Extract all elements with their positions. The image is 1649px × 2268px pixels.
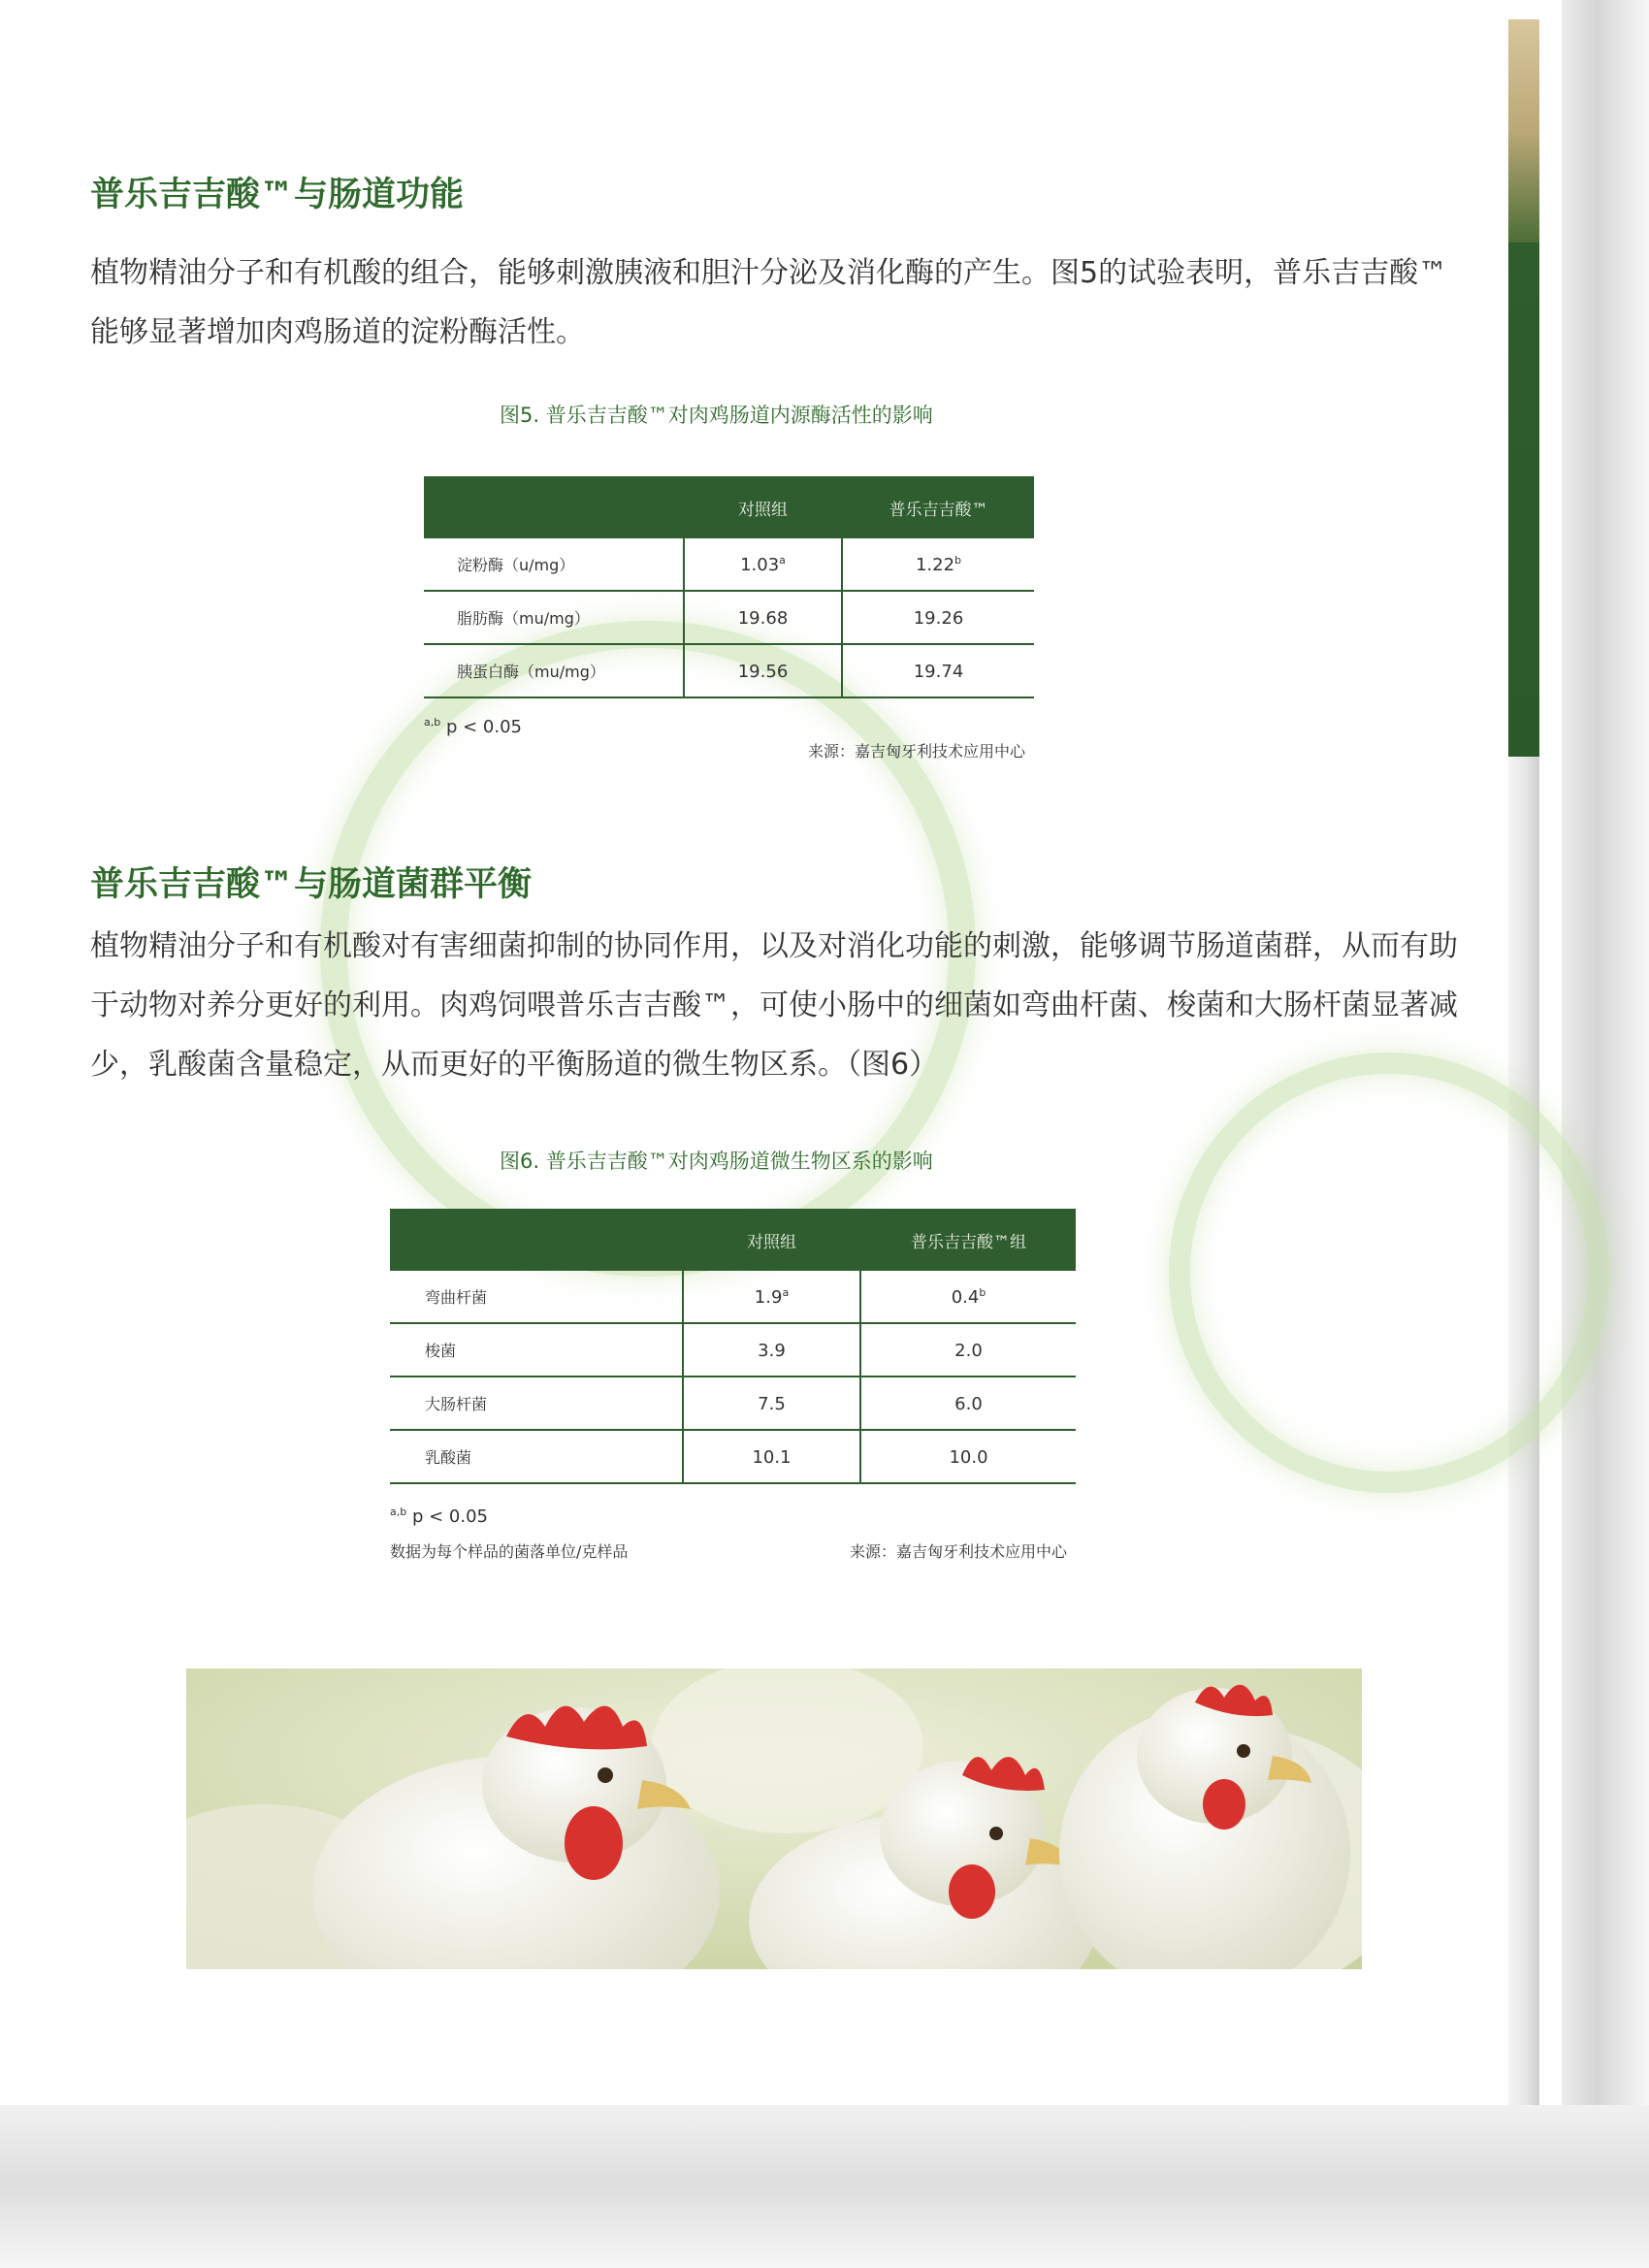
section2-heading: 普乐吉吉酸™与肠道菌群平衡 [90, 865, 533, 904]
figure5-caption: 图5. 普乐吉吉酸™对肉鸡肠道内源酶活性的影响 [500, 404, 933, 427]
control-value: 1.9$^a$ [683, 1271, 860, 1323]
control-value: 7.5 [683, 1377, 860, 1430]
row-label: 胰蛋白酶（mu/mg） [424, 644, 684, 697]
scan-edge-right [1562, 0, 1649, 2268]
decorative-ring-small [1169, 1053, 1609, 1493]
row-label: 脂肪酶（mu/mg） [424, 591, 684, 644]
table-row [424, 591, 1034, 644]
control-value: 1.03$^a$ [684, 538, 842, 591]
treatment-value: 1.22$^b$ [842, 538, 1034, 591]
treatment-value: 0.4$^b$ [860, 1271, 1076, 1323]
figure6-table [390, 1209, 1076, 1484]
row-label: 梭菌 [390, 1323, 683, 1377]
chickens-illustration [186, 1669, 1362, 1969]
row-label: 弯曲杆菌 [390, 1271, 683, 1323]
table-header-row [424, 476, 1034, 538]
section1-paragraph: 植物精油分子和有机酸的组合，能够刺激胰液和胆汁分泌及消化酶的产生。图5的试验表明，普乐吉吉酸™能够显著增加肉鸡肠道的淀粉酶活性。 [90, 256, 1448, 349]
table-row [390, 1271, 1076, 1323]
scan-edge-bottom [0, 2105, 1649, 2268]
treatment-value: 19.74 [842, 644, 1034, 697]
table-header-cell: 普乐吉吉酸™ [842, 476, 1034, 538]
figure5-significance-note: $^{a,b}$ p < 0.05 [424, 716, 522, 737]
table-row [424, 644, 1034, 697]
figure6-significance-note: $^{a,b}$ p < 0.05 [390, 1506, 488, 1527]
chickens-photo [186, 1669, 1362, 1969]
table-header-cell [390, 1209, 683, 1271]
table-row [390, 1377, 1076, 1430]
row-label: 大肠杆菌 [390, 1377, 683, 1430]
figure6-source: 来源：嘉吉匈牙利技术应用中心 [850, 1542, 1068, 1561]
control-value: 10.1 [683, 1430, 860, 1483]
figure5-table [424, 476, 1034, 698]
treatment-value: 19.26 [842, 591, 1034, 644]
control-value: 3.9 [683, 1323, 860, 1377]
control-value: 19.56 [684, 644, 842, 697]
table-header-cell: 对照组 [683, 1209, 860, 1271]
treatment-value: 2.0 [860, 1323, 1076, 1377]
table-header-cell: 普乐吉吉酸™组 [860, 1209, 1076, 1271]
figure5-source: 来源：嘉吉匈牙利技术应用中心 [808, 742, 1026, 761]
section2-paragraph: 植物精油分子和有机酸对有害细菌抑制的协同作用，以及对消化功能的刺激，能够调节肠道菌群，从而有助于动物对养分更好的利用。肉鸡饲喂普乐吉吉酸™，可使小肠中的细菌如弯曲杆菌、梭菌和大肠杆菌显著减少，乳酸菌含量稳定，从而更好的平衡肠道的微生物区系。（图6） [90, 929, 1458, 1082]
table-row [390, 1323, 1076, 1377]
table-header-cell [424, 476, 684, 538]
row-label: 淀粉酶（u/mg） [424, 538, 684, 591]
section1-heading: 普乐吉吉酸™与肠道功能 [90, 176, 465, 214]
table-row [424, 538, 1034, 591]
table-header-cell: 对照组 [684, 476, 842, 538]
treatment-value: 6.0 [860, 1377, 1076, 1430]
table-row [390, 1430, 1076, 1483]
page-edge-photo-strip [1508, 19, 1539, 243]
row-label: 乳酸菌 [390, 1430, 683, 1483]
table-header-row [390, 1209, 1076, 1271]
figure6-unit-note: 数据为每个样品的菌落单位/克样品 [390, 1542, 629, 1561]
treatment-value: 10.0 [860, 1430, 1076, 1483]
control-value: 19.68 [684, 591, 842, 644]
figure6-caption: 图6. 普乐吉吉酸™对肉鸡肠道微生物区系的影响 [500, 1150, 933, 1173]
